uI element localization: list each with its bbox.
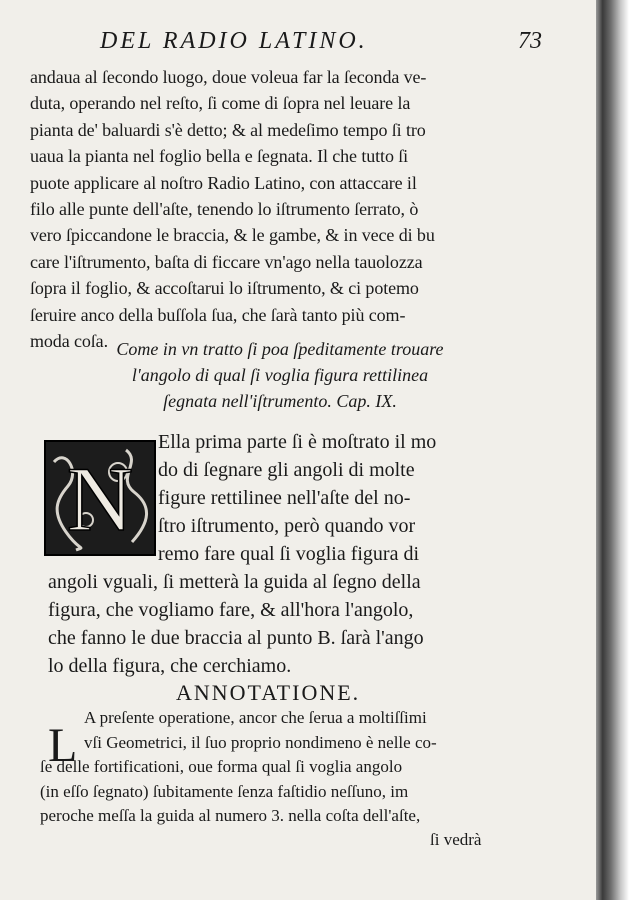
text-line: (in eſſo ſegnato) ſubitamente ſenza faſtidio neſſuno, im (40, 781, 409, 801)
text-line: remo fare qual ſi voglia figura di (158, 543, 420, 565)
text-line: che fanno le due braccia al punto B. ſarà l'ango (48, 627, 424, 649)
text-line: andaua al ſecondo luogo, doue voleua far la ſeconda ve- (30, 67, 427, 87)
annotation-initial: L (48, 719, 78, 772)
text-line: puote applicare al noſtro Radio Latino, con attaccare il (30, 172, 417, 193)
page-number: 73 (518, 28, 542, 54)
svg-text:N: N (66, 448, 134, 550)
annotation-text (40, 706, 510, 829)
text-line: pianta de' baluardi s'è detto; & al medeſimo tempo ſi tro (30, 119, 426, 140)
text-line: vero ſpiccandone le braccia, & le gambe, & in vece di bu (30, 225, 435, 246)
annotation-title: ANNOTATIONE. (176, 680, 361, 705)
catchword: ſi vedrà (430, 830, 482, 849)
text-line: lo della figura, che cerchiamo. (48, 655, 292, 677)
decorated-initial-n (44, 440, 156, 556)
page-header (0, 28, 600, 62)
text-line: figura, che vogliamo fare, & all'hora l'angolo, (48, 599, 414, 621)
paragraph-2-continued (48, 568, 508, 680)
text-line: duta, operando nel reſto, ſi come di ſopra nel leuare la (30, 93, 411, 114)
running-title: DEL RADIO LATINO. (100, 28, 368, 54)
text-line: Ella prima parte ſi è moſtrato il mo (158, 431, 437, 453)
text-line: peroche meſſa la guida al numero 3. nella coſta dell'aſte, (40, 806, 421, 825)
ornament-initial-icon (46, 442, 154, 554)
text-line: filo alle punte dell'aſte, tenendo lo iſtrumento ſerrato, ò (30, 198, 419, 219)
text-line: ſe delle fortificationi, oue forma qual ſi voglia angolo (40, 757, 403, 776)
text-line: vſi Geometrici, il ſuo proprio nondimeno è nelle co- (84, 732, 437, 752)
text-line: figure rettilinee nell'aſte del no- (158, 487, 411, 509)
text-line: care l'iſtrumento, baſta di ficcare vn'ago nella tauolozza (30, 251, 423, 272)
text-line: ſopra il foglio, & accoſtarui lo iſtrumento, & ci potemo (30, 278, 419, 299)
heading-line: Come in vn tratto ſi poa ſpeditamente trouare (116, 339, 444, 359)
page-edge-shadow (596, 0, 629, 900)
heading-line: ſegnata nell'iſtrumento. Cap. IX. (163, 391, 397, 411)
text-line: ſtro iſtrumento, però quando vor (158, 515, 416, 537)
chapter-heading (60, 336, 500, 414)
text-line: angoli vguali, ſi metterà la guida al ſegno della (48, 571, 421, 593)
paragraph-1 (30, 64, 490, 354)
paragraph-2-beside-initial (158, 428, 498, 568)
text-line: do di ſegnare gli angoli di molte (158, 459, 415, 481)
text-line: ſeruire anco della buſſola ſua, che ſarà tanto più com- (30, 304, 406, 325)
text-line: moda coſa. (30, 330, 108, 351)
heading-line: l'angolo di qual ſi voglia figura rettilinea (131, 365, 429, 385)
text-line: A preſente operatione, ancor che ſerua a moltiſſimi (84, 708, 427, 727)
text-line: uaua la pianta nel foglio bella e ſegnata. Il che tutto ſi (30, 146, 409, 167)
